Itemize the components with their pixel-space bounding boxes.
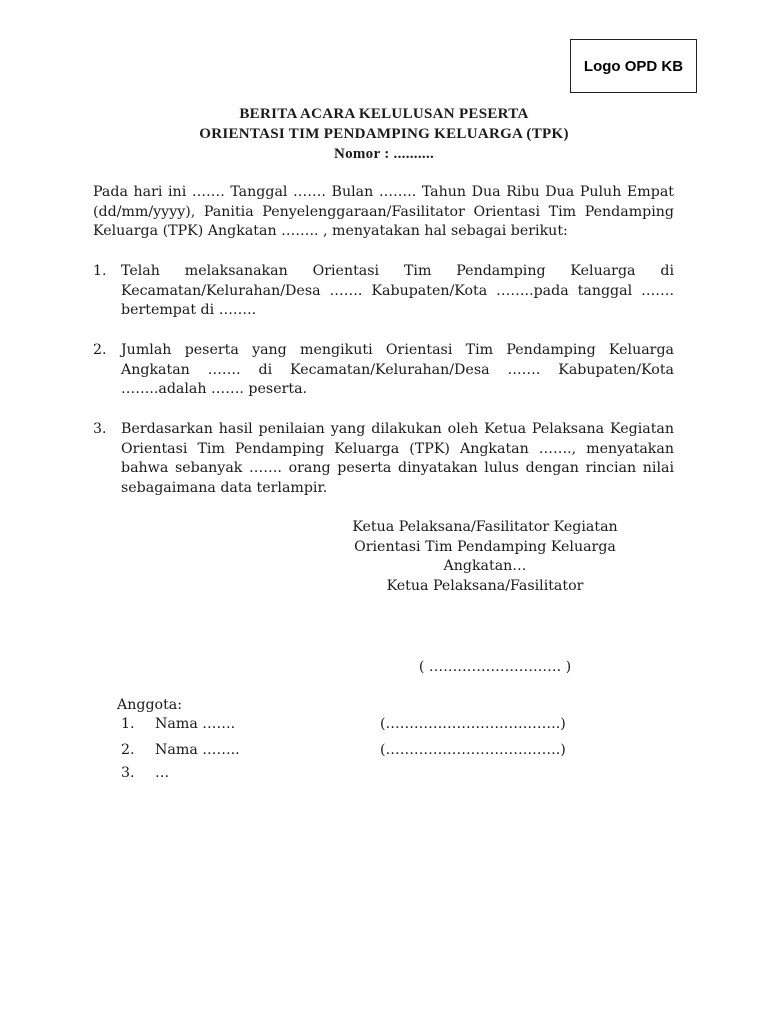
signature-title-line-2: Orientasi Tim Pendamping Keluarga (354, 538, 616, 555)
document-number: Nomor : .......... (333, 146, 435, 162)
member-name: Nama …….. (155, 742, 240, 758)
members-label: Anggota: (117, 697, 183, 713)
signature-title-line-3: Angkatan… (443, 558, 527, 574)
list-item-number: 2. (93, 342, 107, 358)
list-item-text: Jumlah peserta yang mengikuti Orientasi Tim Pendamping Keluarga Angkatan ……. di Kecamatan/Kelurahan/Desa ……. Kabupaten/Kota ……..adalah ……. peserta. (121, 342, 674, 397)
intro-paragraph: Pada hari ini ……. Tanggal ……. Bulan …….. Tahun Dua Ribu Dua Puluh Empat (dd/mm/yyyy), Panitia Penyelenggaraan/Fasilitator Orientasi Tim Pendamping Keluarga (TPK) Angkatan …….. , menyatakan hal sebagai berikut: (93, 184, 674, 239)
member-signature-line: (……………………………….) (380, 716, 566, 732)
member-name: Nama ……. (155, 716, 236, 732)
list-item (93, 341, 674, 400)
signature-block (330, 518, 640, 596)
list-item (93, 420, 674, 498)
logo-placeholder-box (570, 39, 697, 93)
signature-title-line-4: Ketua Pelaksana/Fasilitator (386, 577, 584, 594)
member-row (121, 716, 641, 736)
list-item-number: 3. (93, 421, 107, 437)
list-item-text: Telah melaksanakan Orientasi Tim Pendamping Keluarga di Kecamatan/Kelurahan/Desa ……. Kabupaten/Kota ……..pada tanggal ……. bertempat di …….. (121, 263, 674, 318)
member-number: 2. (121, 742, 135, 758)
logo-label: Logo OPD KB (583, 57, 684, 75)
document-title-line-2: ORIENTASI TIM PENDAMPING KELUARGA (TPK) (199, 126, 569, 142)
member-number: 1. (121, 716, 135, 732)
member-row (121, 765, 641, 785)
list-item-number: 1. (93, 263, 107, 279)
member-name: … (155, 765, 170, 781)
list-item (93, 262, 674, 321)
list-item-text: Berdasarkan hasil penilaian yang dilakukan oleh Ketua Pelaksana Kegiatan Orientasi Tim Pendamping Keluarga (TPK) Angkatan ……., menyatakan bahwa sebanyak ……. orang peserta dinyatakan lulus dengan rincian nilai sebagaimana data terlampir. (121, 421, 674, 496)
signature-title-line-1: Ketua Pelaksana/Fasilitator Kegiatan (352, 519, 618, 535)
member-number: 3. (121, 765, 135, 781)
member-row (121, 742, 641, 762)
signature-name-placeholder: ( ………………………. ) (418, 659, 572, 675)
document-title-line-1: BERITA ACARA KELULUSAN PESERTA (239, 106, 529, 122)
member-signature-line: (……………………………….) (380, 742, 566, 758)
